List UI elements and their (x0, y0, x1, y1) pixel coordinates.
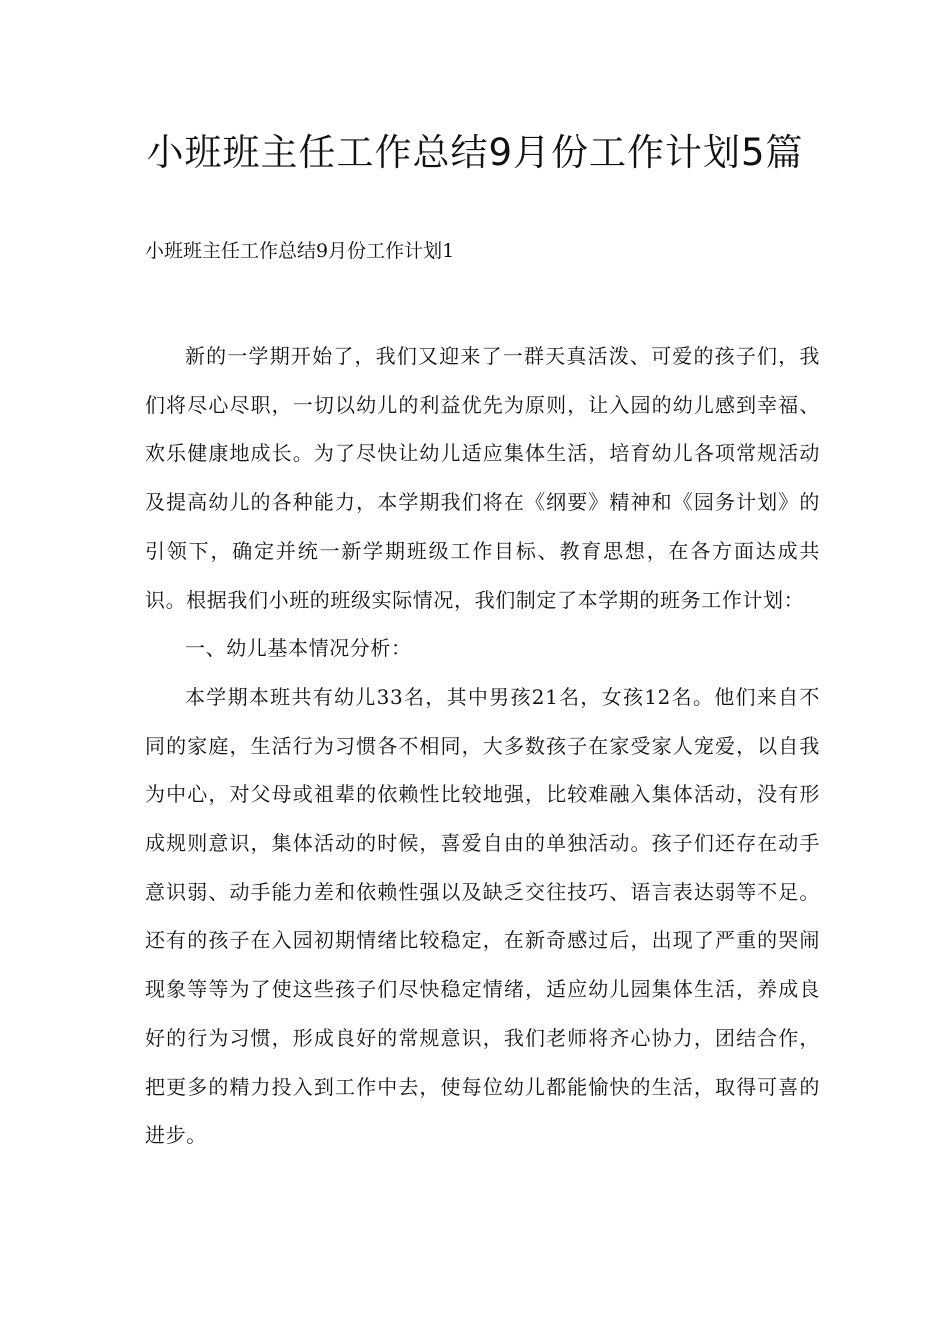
document-title: 小班班主任工作总结9月份工作计划5篇 (146, 131, 804, 174)
paragraph-analysis: 本学期本班共有幼儿33名，其中男孩21名，女孩12名。他们来自不同的家庭，生活行为习惯各不相同，大多数孩子在家受家人宠爱，以自我为中心，对父母或祖辈的依赖性比较地强，比较难融入集体活动，没有形成规则意识，集体活动的时候，喜爱自由的单独活动。孩子们还存在动手意识弱、动手能力差和依赖性强以及缺乏交往技巧、语言表达弱等不足。还有的孩子在入园初期情绪比较稳定，在新奇感过后，出现了严重的哭闹现象等等为了使这些孩子们尽快稳定情绪，适应幼儿园集体生活，养成良好的行为习惯，形成良好的常规意识，我们老师将齐心协力，团结合作，把更多的精力投入到工作中去，使每位幼儿都能愉快的生活，取得可喜的进步。 (145, 684, 820, 1148)
document-subtitle: 小班班主任工作总结9月份工作计划1 (145, 240, 455, 262)
document-body (145, 332, 820, 1160)
paragraph-intro: 新的一学期开始了，我们又迎来了一群天真活泼、可爱的孩子们，我们将尽心尽职，一切以幼儿的利益优先为原则，让入园的幼儿感到幸福、欢乐健康地成长。为了尽快让幼儿适应集体生活，培育幼儿各项常规活动及提高幼儿的各种能力，本学期我们将在《纲要》精神和《园务计划》的引领下，确定并统一新学期班级工作目标、教育思想，在各方面达成共识。根据我们小班的班级实际情况，我们制定了本学期的班务工作计划： (145, 344, 820, 612)
section-heading: 一、幼儿基本情况分析： (185, 636, 412, 661)
